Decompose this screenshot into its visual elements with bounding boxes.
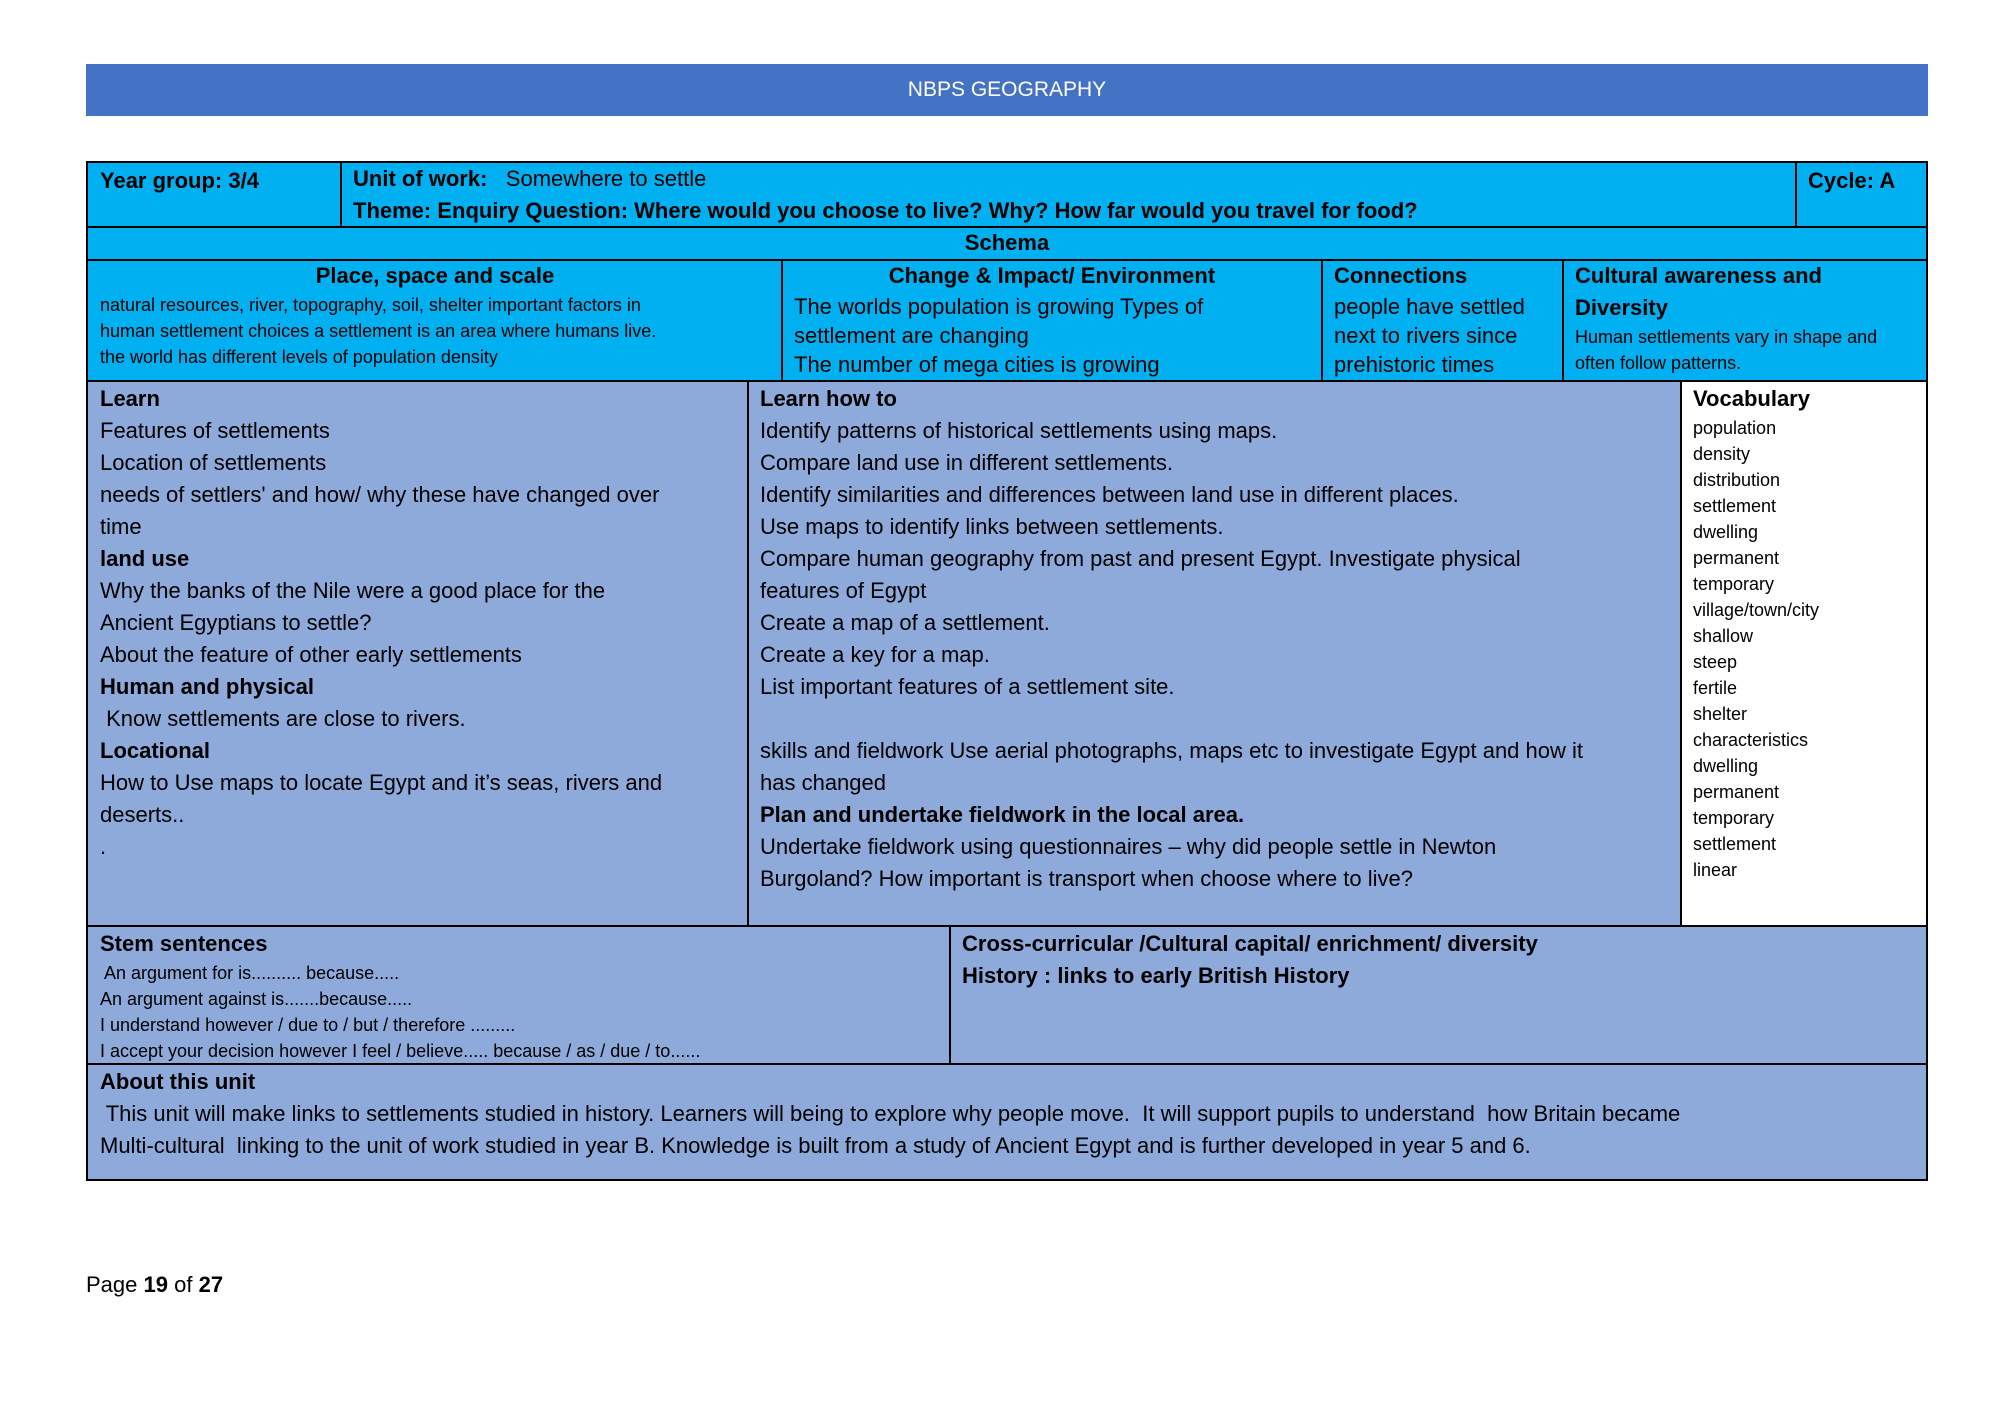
vocabulary-word: temporary [1693,574,1775,594]
vocabulary-word: distribution [1693,470,1781,490]
about-heading: About this unit [100,1069,256,1094]
connections-heading: Connections [1334,263,1468,288]
connections-line: next to rivers since [1334,323,1518,348]
page-label: Page [86,1272,138,1297]
learn-how-cell [748,381,1681,926]
schema-title-cell [88,227,1926,260]
page-of-label: of [174,1272,193,1297]
divider [340,163,342,227]
stem-heading: Stem sentences [100,931,268,956]
divider [1795,163,1797,227]
vocabulary-word: dwelling [1693,756,1759,776]
vocabulary-word: linear [1693,860,1738,880]
divider [88,925,1926,927]
learn-how-item: features of Egypt [760,578,927,603]
about-line: This unit will make links to settlements studied in history. Learners will being to explore why people move. It will support pupils to understand how Britain became [100,1101,1681,1126]
change-line: The number of mega cities is growing [794,352,1160,377]
vocabulary-word: steep [1693,652,1738,672]
place-heading: Place, space and scale [315,263,555,288]
divider [88,259,1926,261]
learn-item: Know settlements are close to rivers. [100,706,466,731]
learn-how-item: Create a key for a map. [760,642,990,667]
stem-line: I accept your decision however I feel / believe..... because / as / due / to...... [100,1041,701,1061]
vocabulary-word: characteristics [1693,730,1809,750]
learn-how-item: Undertake fieldwork using questionnaires – why did people settle in Newton [760,834,1497,859]
vocabulary-heading: Vocabulary [1693,386,1810,411]
year-group: Year group: 3/4 [100,168,259,193]
vocabulary-word: permanent [1693,548,1780,568]
learn-how-item: Compare human geography from past and present Egypt. Investigate physical [760,546,1521,571]
learn-how-item: Identify similarities and differences between land use in different places. [760,482,1459,507]
divider [1321,260,1323,381]
learn-how-item: List important features of a settlement site. [760,674,1175,699]
divider [88,226,1926,228]
learn-item: needs of settlers' and how/ why these have changed over [100,482,660,507]
unit-value: Somewhere to settle [505,166,707,191]
change-impact-cell [782,260,1322,381]
unit-label: Unit of work: [353,166,488,191]
about-line: Multi-cultural linking to the unit of work studied in year B. Knowledge is built from a study of Ancient Egypt and is further developed in year 5 and 6. [100,1133,1531,1158]
learn-cell [88,381,748,926]
cultural-awareness-cell [1563,260,1926,381]
learn-how-heading: Learn how to [760,386,897,411]
learn-heading: Learn [100,386,160,411]
learn-how-item: Use maps to identify links between settlements. [760,514,1224,539]
divider [1680,381,1682,926]
stem-line: I understand however / due to / but / therefore ......... [100,1015,516,1035]
cycle-cell [1796,163,1926,227]
learn-item: Why the banks of the Nile were a good place for the [100,578,606,603]
place-line: the world has different levels of population density [100,347,498,367]
divider [781,260,783,381]
divider [1562,260,1564,381]
place-line: human settlement choices a settlement is an area where humans live. [100,321,657,341]
stem-sentences-cell [88,926,950,1064]
learn-item: How to Use maps to locate Egypt and it’s seas, rivers and [100,770,663,795]
connections-cell [1322,260,1563,381]
learn-item: land use [100,546,190,571]
learn-item: time [100,514,142,539]
learn-item: Human and physical [100,674,314,699]
stem-line: An argument for is.......... because..... [100,963,400,983]
page-total: 27 [198,1272,224,1297]
cross-line: History : links to early British History [962,963,1350,988]
learn-how-item: Compare land use in different settlements. [760,450,1173,475]
learn-item: About the feature of other early settlements [100,642,522,667]
learn-how-item: Create a map of a settlement. [760,610,1050,635]
cultural-line: often follow patterns. [1575,353,1742,373]
learn-item: deserts.. [100,802,185,827]
year-group-cell [88,163,341,227]
schema-title: Schema [964,230,1050,255]
vocabulary-word: population [1693,418,1777,438]
learn-how-item: has changed [760,770,886,795]
cultural-heading: Diversity [1575,295,1668,320]
connections-line: prehistoric times [1334,352,1495,377]
cultural-line: Human settlements vary in shape and [1575,327,1878,347]
page-footer [86,1272,223,1298]
vocabulary-word: village/town/city [1693,600,1820,620]
learn-item: Ancient Egyptians to settle? [100,610,372,635]
vocabulary-word: shelter [1693,704,1748,724]
learn-how-item [760,703,1669,735]
vocabulary-word: temporary [1693,808,1775,828]
connections-line: people have settled [1334,294,1525,319]
learn-item: Features of settlements [100,418,330,443]
vocabulary-word: settlement [1693,496,1777,516]
divider [747,381,749,926]
divider [949,926,951,1064]
cross-curricular-cell [950,926,1926,1064]
change-line: The worlds population is growing Types of [794,294,1204,319]
document-banner [86,64,1928,116]
learn-how-item: Burgoland? How important is transport when choose where to live? [760,866,1414,891]
learn-item: Location of settlements [100,450,327,475]
vocabulary-word: fertile [1693,678,1738,698]
vocabulary-word: dwelling [1693,522,1759,542]
cross-heading: Cross-curricular /Cultural capital/ enrichment/ diversity [962,931,1538,956]
change-line: settlement are changing [794,323,1029,348]
vocabulary-word: permanent [1693,782,1780,802]
page-number: 19 [143,1272,168,1297]
vocabulary-word: density [1693,444,1751,464]
theme-line: Theme: Enquiry Question: Where would you choose to live? Why? How far would you travel for food? [353,198,1418,223]
learn-how-item: Identify patterns of historical settlements using maps. [760,418,1278,443]
place-space-scale-cell [88,260,782,381]
vocabulary-cell [1681,381,1926,926]
learn-how-item: skills and fieldwork Use aerial photographs, maps etc to investigate Egypt and how it [760,738,1583,763]
unit-plan-table [86,161,1928,1181]
place-line: natural resources, river, topography, soil, shelter important factors in [100,295,641,315]
vocabulary-word: settlement [1693,834,1777,854]
change-heading: Change & Impact/ Environment [888,263,1216,288]
learn-item: Locational [100,738,211,763]
divider [88,1063,1926,1065]
divider [88,380,1926,382]
vocabulary-word: shallow [1693,626,1754,646]
cultural-heading: Cultural awareness and [1575,263,1822,288]
about-unit-cell [88,1064,1926,1179]
learn-item: . [100,834,107,859]
unit-theme-cell [341,163,1796,227]
banner-title: NBPS GEOGRAPHY [907,78,1107,101]
cycle: Cycle: A [1808,168,1896,193]
stem-line: An argument against is.......because..... [100,989,413,1009]
learn-how-item: Plan and undertake fieldwork in the local area. [760,802,1245,827]
